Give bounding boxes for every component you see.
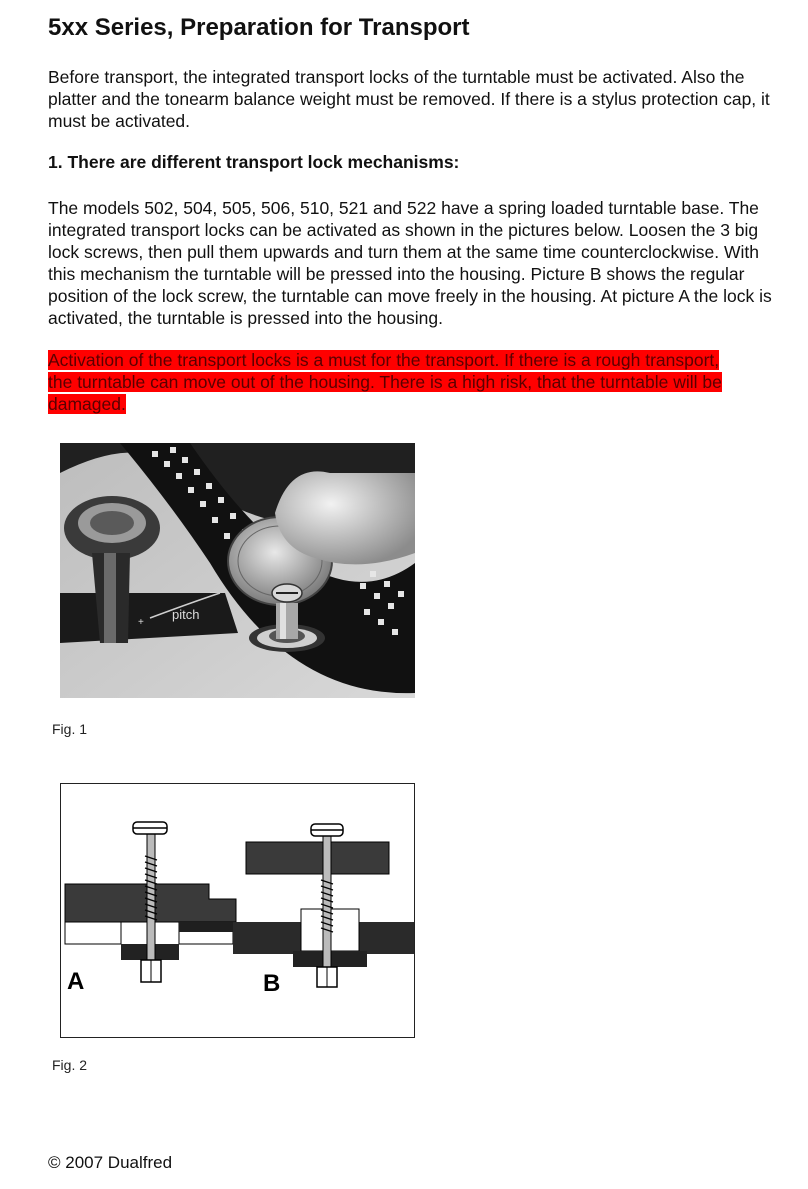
intro-paragraph: Before transport, the integrated transport locks of the turntable must be activated. Also the platter and the tonearm balance weight must be removed. If there is a stylus protection cap, it must be activated. bbox=[48, 67, 770, 131]
warning-highlight: Activation of the transport locks is a must for the transport. If there is a rough transport, the turntable can move out of the housing. There is a high risk, that the turntable will be damaged. bbox=[48, 350, 722, 414]
pitch-minus-label: – bbox=[210, 587, 216, 598]
label-a: A bbox=[67, 968, 85, 995]
figure-2-caption: Fig. 2 bbox=[52, 1057, 88, 1073]
label-b: B bbox=[263, 970, 281, 997]
body-paragraph: The models 502, 504, 505, 506, 510, 521 and 522 have a spring loaded turntable base. The integrated transport locks can be activated as shown in the pictures below. Loosen the 3 big lock screws, then pull them upwards and turn them at the same time counterclockwise. With this mechanism the turntable will be pressed into the housing. Picture B shows the regular position of the lock screw, the turntable can move freely in the housing. At picture A the lock is activated, the turntable is pressed into the housing. bbox=[48, 198, 772, 328]
pitch-plus-label: + bbox=[138, 617, 144, 628]
pitch-label: pitch bbox=[172, 607, 200, 622]
copyright-footer: © 2007 Dualfred bbox=[48, 1153, 173, 1172]
figure-1-caption: Fig. 1 bbox=[52, 721, 88, 737]
figure-1-photo bbox=[60, 443, 415, 698]
lock-position-b bbox=[246, 824, 389, 997]
warning-paragraph bbox=[48, 349, 738, 415]
page-title: 5xx Series, Preparation for Transport bbox=[48, 14, 470, 41]
section-heading: 1. There are different transport lock mechanisms: bbox=[48, 152, 460, 172]
figure-2-diagram bbox=[60, 783, 415, 1038]
